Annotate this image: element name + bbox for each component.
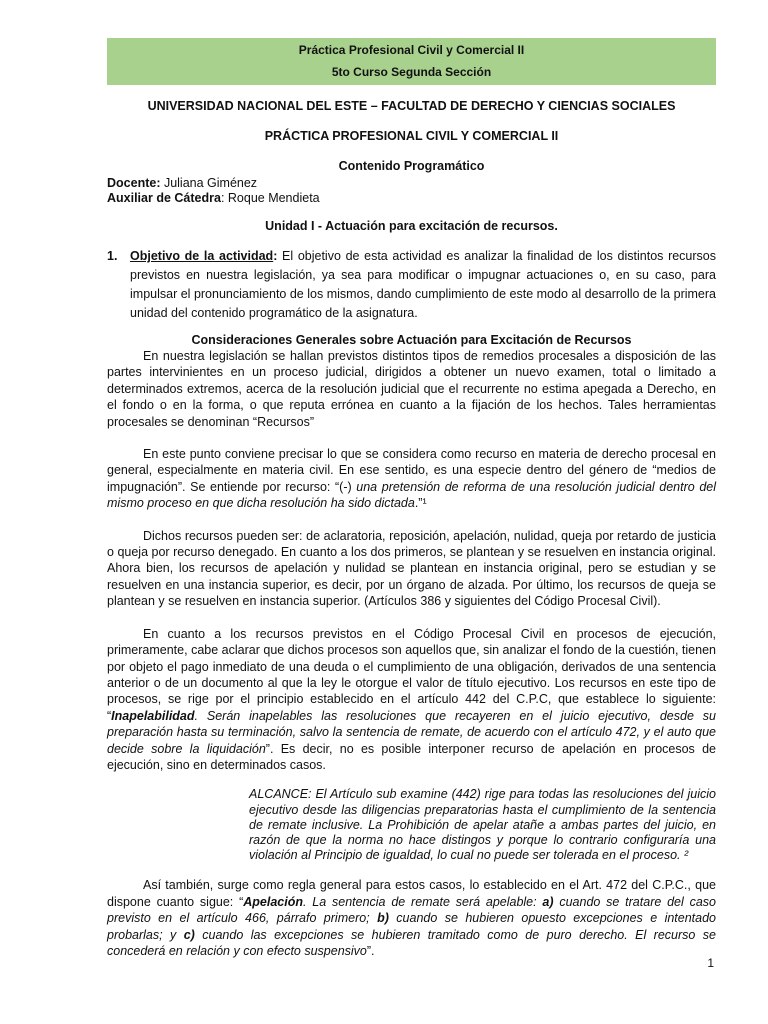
paragraph-4-text: En cuanto a los recursos previstos en el Código Procesal Civil en procesos de ejecución, primeramente, cabe aclarar que dichos procesos son aquellos que, sin analizar el fondo de la cuestión, tienen por objeto el pago inmediato de una deuda o el cumplimiento de una obligación, derivados de una sentencia anterior o de un documento al que la ley le otorgue el valor de título ejecutivo. Los recursos en este tipo de procesos, se rige por el principio establecido en el artículo 442 del C.P.C, que establece lo siguiente: “	[107, 626, 716, 723]
paragraph-5	[107, 877, 716, 959]
staff-block	[107, 176, 716, 206]
paragraph-2-citation: una pretensión de reforma de una resolución judicial dentro del mismo proceso en que dicha resolución ha sido dictada	[107, 479, 717, 511]
course-heading: PRÁCTICA PROFESIONAL CIVIL Y COMERCIAL II	[264, 129, 559, 143]
block-quote: ALCANCE: El Artículo sub examine (442) rige para todas las resoluciones del juicio ejecutivo desde las diligencias preparatorias hasta el cumplimiento de la sentencia de remate inclusive. La Prohibición de apelar atañe a ambas partes del juicio, en razón de que la norma no hace distingos y porque lo contrario configuraría una violación al Principio de igualdad, lo cual no puede ser tolerada en el proceso. ²	[249, 787, 716, 863]
objective-title: Objetivo de la actividad	[130, 249, 274, 263]
paragraph-3: Dichos recursos pueden ser: de aclaratoria, reposición, apelación, nulidad, queja por retardo de justicia o queja por recurso denegado. En cuanto a los dos primeros, se plantean y se resuelven en instancia original. Ahora bien, los recursos de apelación y nulidad se plantean en instancia original, pero se estudian y se resuelven en una instancia superior, es decir, por un órgano de alzada. Por último, los recursos de queja se plantean y se resuelven en instancia superior. (Artículos 386 y siguientes del Código Procesal Civil).	[107, 528, 716, 609]
paragraph-2	[107, 446, 716, 512]
objective-colon: :	[273, 249, 278, 263]
paragraph-5-cite-1: . La sentencia de remate será apelable:	[303, 894, 543, 909]
banner-section-name: 5to Curso Segunda Sección	[331, 65, 492, 79]
document-page	[107, 38, 716, 959]
paragraph-5-term: Apelación	[243, 894, 304, 909]
objective-number: 1.	[107, 249, 118, 263]
paragraph-5-end: ”.	[366, 943, 375, 958]
paragraph-5-cite-4: cuando las excepciones se hubieren tramitado como de puro derecho. El recurso se concederá en relación y con efecto suspensivo	[107, 927, 717, 958]
paragraph-5-cite-3: cuando se hubieren opuesto excepciones e intentado probarlas; y	[107, 911, 717, 942]
auxiliar-line	[107, 191, 716, 206]
auxiliar-label: Auxiliar de Cátedra	[107, 191, 221, 205]
section-heading: Consideraciones Generales sobre Actuación para Excitación de Recursos	[191, 333, 632, 347]
docente-name: Juliana Giménez	[160, 176, 258, 190]
paragraph-5-item-b: b)	[377, 911, 389, 926]
paragraph-2-end: .”¹	[414, 496, 427, 511]
university-heading: UNIVERSIDAD NACIONAL DEL ESTE – FACULTAD DE DERECHO Y CIENCIAS SOCIALES	[147, 99, 676, 113]
banner-course-name: Práctica Profesional Civil y Comercial II	[298, 43, 525, 57]
content-heading: Contenido Programático	[338, 159, 485, 173]
docente-label: Docente:	[107, 176, 161, 190]
paragraph-5-item-c: c)	[183, 927, 195, 942]
objective-text	[130, 247, 716, 323]
paragraph-5-cite-2: cuando se tratare del caso previsto en el artículo 466, párrafo primero;	[107, 894, 717, 926]
page-number: 1	[707, 956, 714, 970]
paragraph-1: En nuestra legislación se hallan previstos distintos tipos de remedios procesales a disposición de las partes intervinientes en un proceso judicial, dirigidos a obtener un nuevo examen, total o limitado a determinados extremos, acerca de la resolución judicial que el recurrente no estima apegada a Derecho, en el fondo o en la forma, o que reputa errónea en cuanto a la fijación de los hechos. Tales herramientas procesales se denominan “Recursos”	[107, 349, 716, 429]
objective-body: El objetivo de esta actividad es analizar la finalidad de los distintos recursos previstos en nuestra legislación, ya sea para modificar o impugnar actuaciones o, en su caso, para impulsar el pronunciamiento de los mismos, dando cumplimiento de este modo al desarrollo de la primera unidad del contenido programático de la asignatura.	[130, 249, 717, 320]
paragraph-2-text: En este punto conviene precisar lo que se considera como recurso en materia de derecho procesal en general, especialmente en materia civil. En ese sentido, es una especie dentro del género de “medios de impugnación”. Se entiende por recurso: “(-)	[107, 447, 716, 494]
objective-item	[107, 247, 716, 323]
paragraph-4	[107, 626, 716, 774]
header-banner	[107, 38, 716, 85]
auxiliar-name: : Roque Mendieta	[220, 191, 320, 205]
unit-heading: Unidad I - Actuación para excitación de recursos.	[265, 219, 558, 233]
paragraph-4-term: Inapelabilidad	[111, 708, 195, 723]
paragraph-5-item-a: a)	[542, 894, 554, 909]
paragraph-4-end: ”. Es decir, no es posible interponer recurso de apelación en procesos de ejecución, sino en determinados casos.	[107, 741, 716, 772]
docente-line	[107, 176, 716, 191]
paragraph-4-citation: . Serán inapelables las resoluciones que recayeren en el juicio ejecutivo, desde su preparación hasta su terminación, salvo la sentencia de remate, de acuerdo con el artículo 472, y el auto que decide sobre la liquidación	[107, 708, 716, 756]
paragraph-5-text: Así también, surge como regla general para estos casos, lo establecido en el Art. 472 del C.P.C., que dispone cuanto sigue: “	[107, 878, 716, 909]
